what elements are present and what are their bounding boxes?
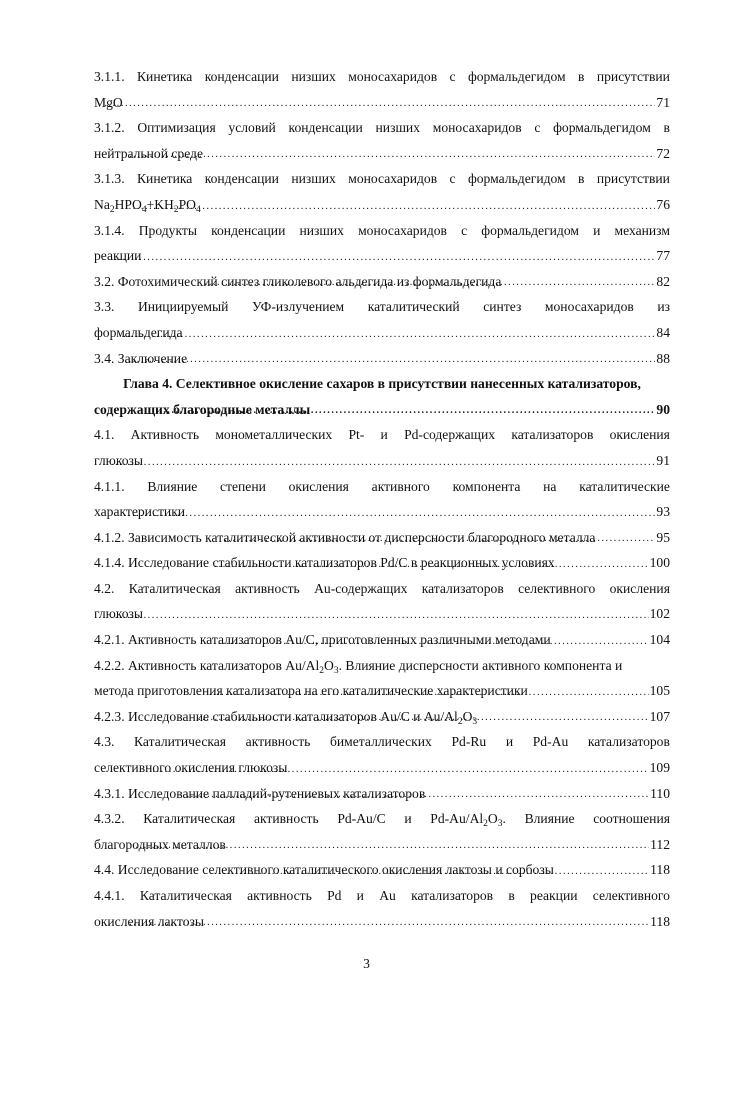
toc-page-number: 88 [656, 350, 670, 366]
toc-word: формальдегидом [467, 171, 566, 187]
toc-word: в [508, 888, 515, 903]
dot-leader [205, 271, 656, 294]
toc-page-number: 102 [649, 606, 670, 622]
formula-subscript: 4 [196, 204, 201, 215]
toc-page-number: 107 [649, 708, 670, 724]
text-part: . Влияние дисперсности активного компонента и [338, 657, 623, 673]
text-part: Pd-Au/Al [430, 811, 484, 827]
toc-entry-4-1-2[interactable] [94, 525, 670, 551]
toc-line-justified [94, 474, 670, 500]
toc-line-justified [94, 422, 670, 448]
toc-word: каталитические [579, 478, 670, 494]
toc-word: каталитический [367, 299, 460, 315]
toc-word: 3.1.4. [94, 222, 125, 238]
toc-entry-4-3-2-line2[interactable] [94, 832, 670, 858]
formula-subscript: 2 [457, 716, 463, 727]
toc-word: и [356, 888, 364, 903]
chemical-formula [94, 192, 201, 218]
text-part: . [502, 811, 506, 827]
toc-word: Кинетика [136, 171, 193, 187]
toc-entry-4-2-1[interactable] [94, 627, 670, 653]
formula-subscript: 2 [173, 204, 179, 215]
toc-word: 4.2. [94, 580, 115, 596]
toc-page-number: 105 [649, 683, 670, 699]
toc-word: условий [228, 120, 276, 136]
toc-word: активность [247, 888, 312, 903]
toc-page-number: 71 [656, 94, 670, 110]
toc-entry-3-1-2-line2[interactable] [94, 141, 670, 167]
toc-entry-text: окисления лактозы [94, 913, 205, 929]
toc-page-number: 110 [650, 785, 670, 801]
dot-leader [125, 348, 656, 371]
toc-word: Pd-Au [532, 734, 569, 750]
toc-word: катализаторов [421, 580, 504, 596]
toc-entry-text: реакции [94, 248, 142, 264]
toc-entry-3-1-1-line2[interactable] [94, 90, 670, 116]
toc-entry-text: 4.1.2. Зависимость каталитической активности от дисперсности благородного металла [94, 529, 596, 545]
toc-entry-text: глюкозы [94, 452, 144, 468]
toc-word: 3.3. [94, 299, 115, 315]
formula-subscript: 2 [109, 204, 115, 215]
toc-word: в [578, 69, 585, 84]
dot-leader [111, 451, 655, 474]
toc-word: моносахаридов [544, 299, 634, 315]
formula-subscript: 3 [472, 716, 478, 727]
toc-word: катализаторов [587, 734, 670, 750]
toc-word: низших [291, 69, 336, 84]
toc-line-justified [94, 294, 670, 320]
toc-word: и [380, 427, 388, 443]
text-part: O [462, 708, 473, 724]
toc-word: с [449, 69, 456, 84]
toc-word: и [404, 811, 412, 827]
toc-word: низших [375, 120, 420, 136]
toc-word: моносахаридов [348, 69, 438, 84]
dot-leader [111, 604, 649, 627]
toc-line-justified [94, 576, 670, 602]
toc-word: конденсации [204, 69, 279, 84]
toc-word: Влияние [524, 811, 575, 827]
toc-word: конденсации [204, 171, 279, 187]
toc-word: 4.3.2. [94, 811, 125, 827]
toc-word: 3.1.1. [94, 69, 125, 84]
toc-entry-3-4[interactable] [94, 346, 670, 372]
toc-word: Pd-содержащих [404, 427, 496, 443]
toc-entry-text: характеристики [94, 504, 186, 520]
toc-word: соотношения [593, 811, 670, 827]
dot-leader [215, 553, 649, 576]
dot-leader [104, 92, 655, 115]
toc-word: Продукты [138, 222, 197, 238]
toc-page-number: 90 [656, 401, 670, 417]
toc-word: катализаторов [511, 427, 594, 443]
toc-word: биметаллических [329, 734, 432, 750]
toc-word: формальдегидом [481, 222, 579, 238]
formula-subscript: 2 [319, 665, 324, 676]
toc-word: синтез [483, 299, 522, 315]
toc-page-number: 84 [656, 324, 670, 340]
dot-leader [198, 706, 648, 729]
toc-word: моносахаридов [432, 120, 522, 136]
toc-line-justified [94, 166, 670, 192]
toc-word: 4.3. [94, 734, 115, 750]
toc-page-number: 72 [656, 145, 670, 161]
toc-word: 3.1.2. [94, 120, 125, 136]
toc-word-formula [430, 806, 506, 832]
toc-entry-4-1-1-line1 [94, 474, 670, 500]
toc-word: присутствии [596, 171, 670, 187]
dot-leader [129, 911, 649, 934]
toc-entry-text: 4.2.1. Активность катализаторов Au/C, приготовленных различными методами [94, 632, 551, 648]
toc-entry-text: 4.1.4. Исследование стабильности катализаторов Pd/C в реакционных условиях [94, 555, 555, 571]
toc-word: низших [291, 171, 336, 187]
toc-word: реакции [530, 888, 578, 903]
toc-entry-text: благородных металлов [94, 836, 226, 852]
toc-entry-3-3-line2[interactable] [94, 320, 670, 346]
toc-entry-text: 3.4. Заключение [94, 350, 188, 366]
dot-leader [224, 527, 655, 550]
toc-word: УФ-излучением [251, 299, 345, 315]
toc-word: формальдегидом [467, 69, 566, 84]
formula-part: +KH [146, 196, 174, 212]
dot-leader [110, 246, 655, 269]
toc-page-number: 118 [650, 913, 670, 929]
toc-entry-text: метода приготовления катализатора на его каталитические характеристики [94, 683, 528, 699]
toc-word: окисления [288, 478, 349, 494]
toc-entry-text [94, 653, 670, 679]
toc-page-number: 118 [650, 862, 670, 878]
toc-word: 4.1. [94, 427, 115, 443]
toc-word: 3.1.3. [94, 171, 125, 187]
toc-word: на [543, 478, 557, 494]
toc-word: активность [253, 811, 319, 827]
toc-word: моносахаридов [358, 222, 447, 238]
toc-word: низших [299, 222, 344, 238]
toc-entry-4-4-1-line2[interactable] [94, 909, 670, 935]
chapter-title: содержащих благородные металлы [94, 401, 311, 417]
toc-word: формальдегидом [553, 120, 651, 136]
toc-entry-3-1-4-line1 [94, 218, 670, 244]
toc-word: степени [220, 478, 266, 494]
toc-entry-4-3-line2[interactable] [94, 755, 670, 781]
toc-entry-4-2-line1 [94, 576, 670, 602]
toc-entry-4-1-line1 [94, 422, 670, 448]
toc-entry-4-1-1-line2[interactable] [94, 499, 670, 525]
toc-word: активного [371, 478, 430, 494]
toc-line-justified [94, 64, 670, 90]
toc-entry-3-1-4-line2[interactable] [94, 243, 670, 269]
toc-line-justified [94, 883, 670, 909]
toc-page-number: 91 [656, 452, 670, 468]
toc-page-number: 112 [650, 836, 670, 852]
toc-entry-4-2-line2[interactable] [94, 601, 670, 627]
toc-word: Pd [327, 888, 342, 903]
toc-entry-4-2-2-line1 [94, 653, 670, 679]
dot-leader [187, 783, 650, 806]
toc-page-number: 82 [656, 273, 670, 289]
toc-entry-4-3-2-line1 [94, 806, 670, 832]
toc-chapter-4-line2[interactable] [94, 397, 670, 423]
toc-word: в [578, 171, 585, 187]
toc-word: конденсации [288, 120, 363, 136]
toc-word: Каталитическая [134, 734, 227, 750]
toc-entry-4-1-line2[interactable] [94, 448, 670, 474]
toc-word: селективного [592, 888, 670, 903]
dot-leader [129, 195, 656, 218]
toc-word: Каталитическая [128, 580, 221, 596]
chapter-title: Глава 4. Селективное окисление сахаров в присутствии нанесенных катализаторов, [123, 376, 641, 392]
toc-entry-4-2-3[interactable] [94, 704, 670, 730]
toc-word: с [534, 120, 541, 136]
toc-word: Каталитическая [143, 811, 236, 827]
formula-part: PO [178, 196, 197, 212]
toc-word: с [461, 222, 468, 238]
toc-entry-4-3-line1 [94, 729, 670, 755]
toc-word: 4.1.1. [94, 478, 125, 494]
toc-line-justified [94, 729, 670, 755]
toc-word: Оптимизация [137, 120, 216, 136]
toc-entry-3-1-3-line2[interactable] [94, 192, 670, 218]
toc-entry-text: нейтральной среде [94, 145, 204, 161]
page-number-footer: 3 [363, 956, 370, 971]
toc-entry-3-2[interactable] [94, 269, 670, 295]
text-part: 4.2.3. Исследование стабильности катализаторов Au/C и Au/Al [94, 708, 458, 724]
toc-line-justified [94, 115, 670, 141]
toc-page-number: 109 [649, 760, 670, 776]
toc-word: 4.4.1. [94, 888, 125, 903]
toc-page-number: 77 [656, 248, 670, 264]
text-part: O [487, 811, 498, 827]
toc-word: катализаторов [411, 888, 494, 903]
toc-word: в [663, 120, 670, 136]
toc-entry-text [94, 704, 478, 730]
toc-entry-text: 4.3.1. Исследование палладий-рутениевых катализаторов [94, 785, 426, 801]
text-part: 4.2.2. Активность катализаторов Au/Al [94, 657, 320, 673]
toc-entry-4-1-4[interactable] [94, 550, 670, 576]
dot-leader [124, 502, 655, 525]
toc-word: Pt- [348, 427, 365, 443]
toc-entry-3-1-1-line1 [94, 64, 670, 90]
toc-entry-text: MgO [94, 94, 123, 110]
toc-entry-3-1-2-line1 [94, 115, 670, 141]
toc-word: Au-содержащих [314, 580, 408, 596]
toc-word: Pd-Au/C [337, 811, 386, 827]
dot-leader [152, 758, 648, 781]
toc-word: Влияние [147, 478, 198, 494]
dot-leader [209, 681, 649, 704]
toc-word: активность [235, 580, 300, 596]
toc-word: Каталитическая [139, 888, 232, 903]
toc-word: из [657, 299, 670, 315]
dot-leader [214, 860, 649, 883]
dot-leader [159, 399, 655, 422]
toc-word: и [593, 222, 601, 238]
toc-page-number: 95 [656, 529, 670, 545]
text-part: O [324, 657, 334, 673]
toc-word: окисления [609, 427, 670, 443]
toc-word: Инициируемый [137, 299, 229, 315]
toc-entry-4-2-2-line2[interactable] [94, 678, 670, 704]
toc-entry-text: селективного окисления глюкозы [94, 760, 288, 776]
formula-subscript: 2 [483, 819, 488, 830]
toc-page-number: 76 [656, 196, 670, 212]
toc-entry-4-4[interactable] [94, 857, 670, 883]
dot-leader [129, 143, 655, 166]
toc-entry-text: 4.4. Исследование селективного каталитического окисления лактозы и сорбозы [94, 862, 554, 878]
dot-leader [123, 323, 655, 346]
formula-subscript: 3 [497, 819, 503, 830]
toc-word: монометаллических [215, 427, 333, 443]
toc-page-number: 93 [656, 504, 670, 520]
toc-word: Активность [130, 427, 200, 443]
toc-word: селективного [518, 580, 596, 596]
formula-subscript: 4 [141, 204, 147, 215]
toc-line-justified [94, 218, 670, 244]
toc-entry-text: 3.2. Фотохимический синтез гликолевого альдегида из формальдегида [94, 273, 502, 289]
table-of-contents [94, 64, 670, 934]
toc-page-number: 100 [649, 555, 670, 571]
toc-word: присутствии [596, 69, 670, 84]
toc-word: с [449, 171, 456, 187]
toc-word: Pd-Ru [451, 734, 487, 750]
toc-entry-3-3-line1 [94, 294, 670, 320]
toc-word: компонента [452, 478, 521, 494]
toc-word: окисления [609, 580, 670, 596]
toc-page-number: 104 [649, 632, 670, 648]
toc-word: и [505, 734, 514, 750]
toc-entry-text: глюкозы [94, 606, 144, 622]
toc-entry-3-1-3-line1 [94, 166, 670, 192]
toc-entry-4-4-1-line1 [94, 883, 670, 909]
dot-leader [135, 834, 649, 857]
toc-entry-text: формальдегида [94, 324, 183, 340]
dot-leader [214, 630, 649, 653]
formula-part: Na [94, 196, 110, 212]
toc-line-justified [94, 806, 670, 832]
toc-word: активность [245, 734, 311, 750]
toc-word: механизм [614, 222, 670, 238]
toc-word: Кинетика [136, 69, 193, 84]
toc-entry-4-3-1[interactable] [94, 781, 670, 807]
toc-word: Au [379, 888, 396, 903]
toc-chapter-4-line1 [94, 371, 670, 397]
toc-word: конденсации [211, 222, 286, 238]
formula-part: HPO [114, 196, 142, 212]
toc-word: моносахаридов [348, 171, 438, 187]
formula-subscript: 3 [333, 665, 339, 676]
